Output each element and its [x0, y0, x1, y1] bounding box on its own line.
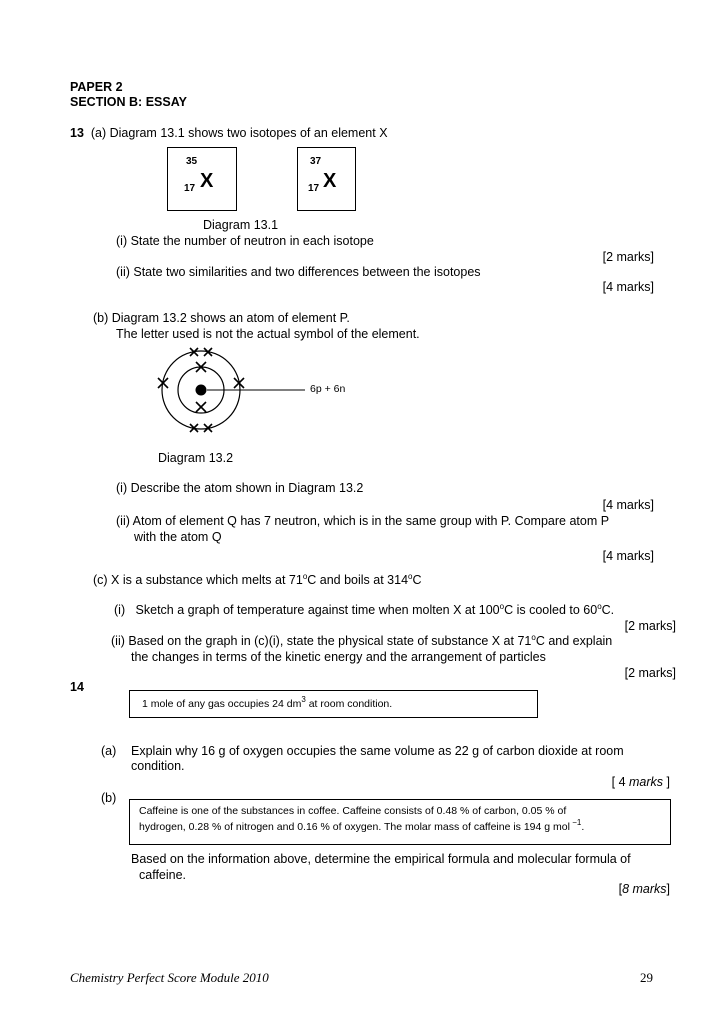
atom-diagram [150, 340, 390, 444]
q14a-text-continued: condition. [131, 759, 185, 773]
question-14-number: 14 [70, 680, 84, 694]
isotope-mass-number: 37 [310, 156, 322, 167]
footer-title: Chemistry Perfect Score Module 2010 [70, 970, 269, 985]
q14a-text: Explain why 16 g of oxygen occupies the same volume as 22 g of carbon dioxide at room [131, 744, 624, 758]
info-box-text: 1 mole of any gas occupies 24 $dm^3$ at room condition. [142, 695, 393, 710]
q13b-ii-continued: with the atom Q [134, 530, 222, 544]
q13c-i: (i) Sketch a graph of temperature against time when molten X at 100$^o$C is cooled to 60$^o$C. [114, 602, 615, 617]
marks: [4 marks] [602, 498, 654, 512]
isotope-atomic-number: 17 [308, 183, 320, 194]
q13b-intro: (b) Diagram 13.2 shows an atom of element P. [93, 311, 350, 325]
q13a-i: (i) State the number of neutron in each isotope [116, 234, 374, 248]
info-box-caffeine [129, 799, 671, 845]
marks: [2 marks] [624, 666, 676, 680]
info-box-text-continued: hydrogen, 0.28 % of nitrogen and 0.16 % of oxygen. The molar mass of caffeine is 194 g mol $^{-1}$. [139, 818, 585, 833]
nucleus [196, 385, 207, 396]
q14b-text-continued: caffeine. [139, 868, 187, 882]
q13b-ii: (ii) Atom of element Q has 7 neutron, which is in the same group with P. Compare atom P [116, 514, 610, 528]
question-number: 13 [70, 126, 84, 140]
isotope-atomic-number: 17 [184, 183, 196, 194]
marks: [4 marks] [602, 549, 654, 563]
marks: [ 4 marks ] [611, 775, 670, 789]
q13a-ii: (ii) State two similarities and two differences between the isotopes [116, 265, 481, 279]
q13c-ii: (ii) Based on the graph in (c)(i), state the physical state of substance X at 71$^o$C and explain [111, 633, 613, 648]
nucleus-label: 6p + 6n [310, 383, 346, 395]
isotope-symbol: X [200, 170, 214, 192]
marks: [2 marks] [624, 619, 676, 633]
isotope-mass-number: 35 [186, 156, 198, 167]
info-box-gas-volume [129, 690, 538, 718]
question-13-intro [70, 126, 388, 140]
q13a-intro: (a) Diagram 13.1 shows two isotopes of an element X [90, 126, 388, 140]
q14b-label: (b) [101, 791, 117, 805]
q13c-intro: (c) X is a substance which melts at 71$^o$C and boils at 314$^o$C [93, 572, 422, 587]
marks: [4 marks] [602, 280, 654, 294]
marks: [8 marks] [618, 882, 670, 896]
page-number: 29 [640, 970, 653, 985]
isotope-box-2 [297, 147, 356, 211]
paper-heading: PAPER 2 [70, 80, 123, 94]
q13b-i: (i) Describe the atom shown in Diagram 13.2 [116, 481, 364, 495]
isotope-symbol: X [323, 170, 337, 192]
q13c-ii-continued: the changes in terms of the kinetic energy and the arrangement of particles [131, 650, 546, 664]
info-box-text: Caffeine is one of the substances in coffee. Caffeine consists of 0.48 % of carbon, 0.05 % of [139, 805, 567, 817]
marks: [2 marks] [602, 250, 654, 264]
q14a-label: (a) [101, 744, 117, 758]
diagram-13-1-caption: Diagram 13.1 [203, 218, 279, 232]
isotope-box-1 [167, 147, 237, 211]
section-heading: SECTION B: ESSAY [70, 95, 187, 109]
q14b-text: Based on the information above, determine the empirical formula and molecular formula of [131, 852, 631, 866]
q13b-note: The letter used is not the actual symbol of the element. [116, 327, 420, 341]
diagram-13-2-caption: Diagram 13.2 [158, 451, 234, 465]
